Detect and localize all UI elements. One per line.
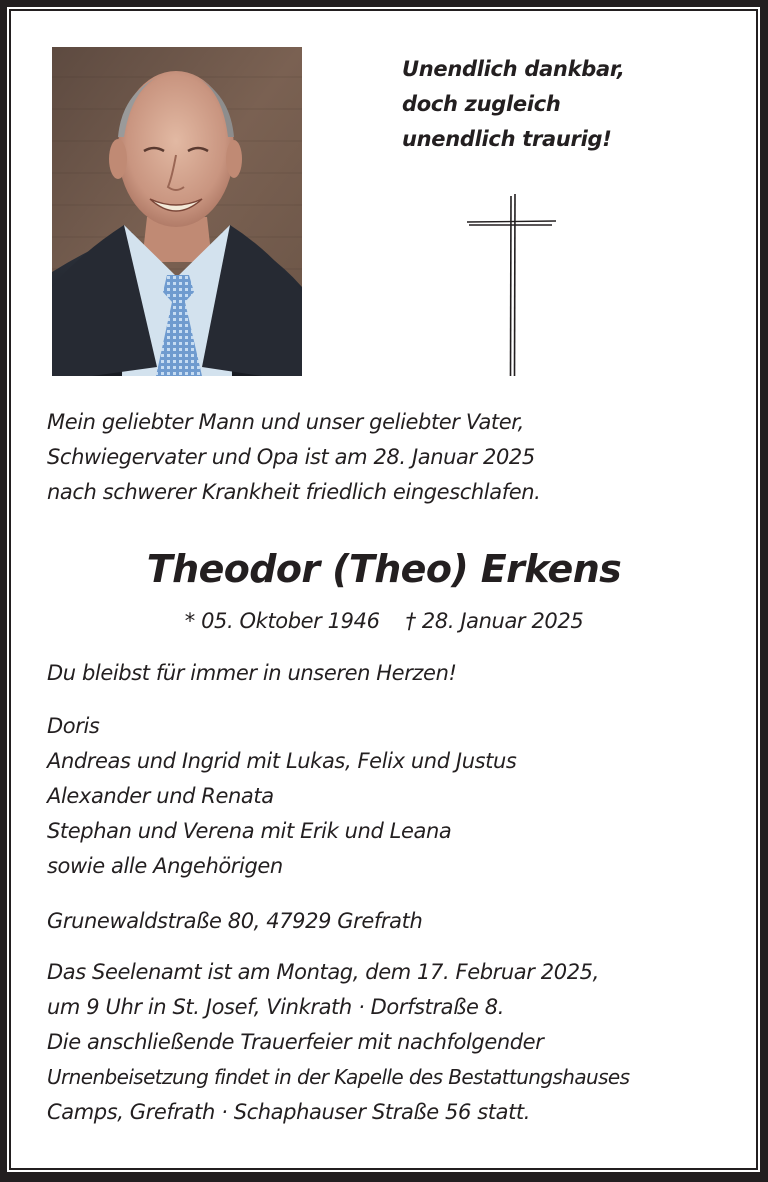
- cross-icon: [466, 194, 558, 380]
- quote-line: unendlich traurig!: [402, 127, 612, 151]
- service-line: Die anschließende Trauerfeier mit nachfolgender: [47, 1030, 544, 1054]
- intro-line: nach schwerer Krankheit friedlich eingeschlafen.: [47, 480, 541, 504]
- mourner: Andreas und Ingrid mit Lukas, Felix und Justus: [47, 749, 517, 773]
- mourner: sowie alle Angehörigen: [47, 854, 283, 878]
- mourner: Stephan und Verena mit Erik und Leana: [47, 819, 452, 843]
- mourners-list: [47, 709, 516, 884]
- portrait-photo: [52, 47, 302, 376]
- service-line: Urnenbeisetzung findet in der Kapelle des Bestattungshauses: [47, 1065, 630, 1089]
- service-details: [47, 955, 629, 1130]
- family-address: Grunewaldstraße 80, 47929 Grefrath: [47, 909, 423, 933]
- intro-line: Schwiegervater und Opa ist am 28. Januar 2025: [47, 445, 535, 469]
- quote-line: Unendlich dankbar,: [402, 57, 625, 81]
- mourner: Doris: [47, 714, 100, 738]
- deceased-name: Theodor (Theo) Erkens: [146, 547, 622, 591]
- farewell-line: Du bleibst für immer in unseren Herzen!: [47, 661, 457, 685]
- birth-date: * 05. Oktober 1946: [184, 609, 380, 633]
- death-date: † 28. Januar 2025: [405, 609, 584, 633]
- intro-text: [47, 405, 540, 510]
- opening-quote: [402, 52, 625, 157]
- service-line: Das Seelenamt ist am Montag, dem 17. Februar 2025,: [47, 960, 599, 984]
- quote-line: doch zugleich: [402, 92, 561, 116]
- service-line: um 9 Uhr in St. Josef, Vinkrath · Dorfstraße 8.: [47, 995, 505, 1019]
- intro-line: Mein geliebter Mann und unser geliebter Vater,: [47, 410, 524, 434]
- life-dates: [0, 604, 768, 639]
- mourner: Alexander und Renata: [47, 784, 274, 808]
- service-line: Camps, Grefrath · Schaphauser Straße 56 statt.: [47, 1100, 531, 1124]
